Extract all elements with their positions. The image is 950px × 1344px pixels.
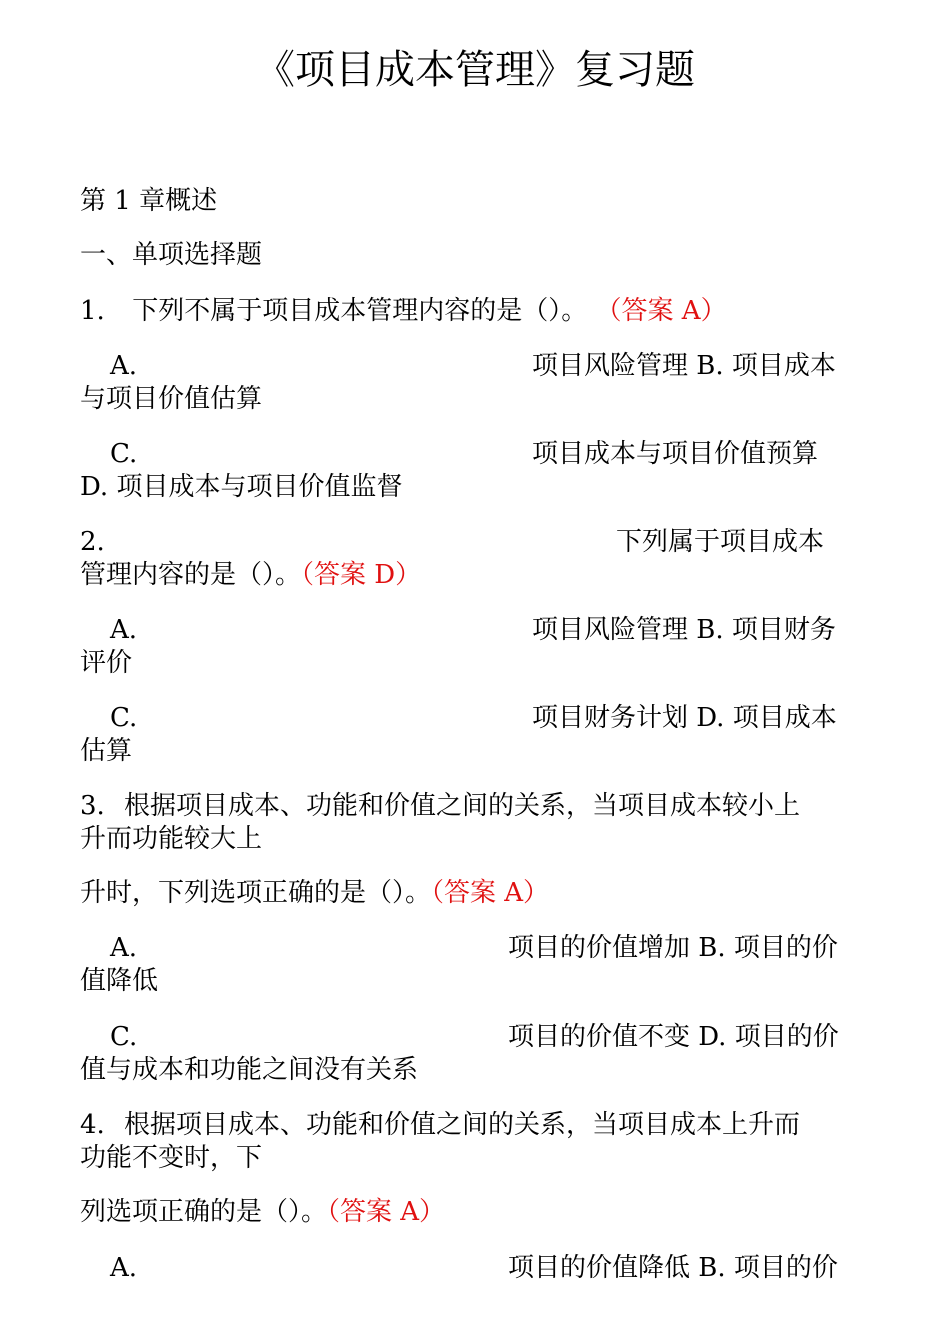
option-label-a: A. xyxy=(110,933,138,963)
option-continuation: 估算 xyxy=(80,736,133,766)
question-4 xyxy=(80,1108,800,1142)
option-text: 项目的价值增加 B. 项目的价 xyxy=(508,933,838,963)
option-text: 项目风险管理 B. 项目成本 xyxy=(532,351,836,381)
question-3 xyxy=(80,789,800,823)
question-text: 列选项正确的是（）。 xyxy=(80,1197,328,1227)
option-text: 项目的价值不变 D. 项目的价 xyxy=(508,1022,839,1052)
question-2-number: 2. xyxy=(80,527,105,557)
question-number: 1. xyxy=(80,296,105,326)
chapter-heading: 第 1 章概述 xyxy=(80,186,218,216)
question-text: 根据项目成本、功能和价值之间的关系，当项目成本较小上 xyxy=(124,791,801,821)
question-text: 根据项目成本、功能和价值之间的关系，当项目成本上升而 xyxy=(124,1110,801,1140)
option-label-a: A. xyxy=(110,1253,138,1283)
question-text: 升时，下列选项正确的是（）。 xyxy=(80,878,432,908)
option-continuation: 评价 xyxy=(80,648,133,678)
question-continuation: 升而功能较大上 xyxy=(80,824,263,854)
answer-key: （答案 A） xyxy=(431,878,550,908)
option-label-a: A. xyxy=(110,351,138,381)
option-continuation: 值与成本和功能之间没有关系 xyxy=(80,1055,419,1085)
option-label-c: C. xyxy=(110,439,138,469)
question-text: 下列属于项目成本 xyxy=(616,527,825,557)
option-continuation: D. 项目成本与项目价值监督 xyxy=(80,472,403,502)
option-continuation: 与项目价值估算 xyxy=(80,384,263,414)
question-1 xyxy=(80,294,727,328)
option-text: 项目成本与项目价值预算 xyxy=(532,439,819,469)
option-text: 项目的价值降低 B. 项目的价 xyxy=(508,1253,838,1283)
document-title: 《项目成本管理》复习题 xyxy=(255,47,695,93)
section-heading: 一、单项选择题 xyxy=(80,240,263,270)
question-number: 3. xyxy=(80,791,105,821)
question-text: 管理内容的是（）。 xyxy=(80,560,302,590)
question-number: 4. xyxy=(80,1110,105,1140)
question-2-continuation xyxy=(80,558,421,592)
option-label-a: A. xyxy=(110,615,138,645)
answer-key: （答案 A） xyxy=(327,1197,446,1227)
answer-key: （答案 A） xyxy=(595,296,727,326)
answer-key: （答案 D） xyxy=(301,560,422,590)
question-4-continuation xyxy=(80,1195,445,1229)
option-text: 项目风险管理 B. 项目财务 xyxy=(532,615,836,645)
option-text: 项目财务计划 D. 项目成本 xyxy=(532,703,837,733)
question-3-continuation xyxy=(80,876,549,910)
option-continuation: 值降低 xyxy=(80,966,159,996)
question-continuation: 功能不变时，下 xyxy=(80,1143,263,1173)
question-text: 下列不属于项目成本管理内容的是（）。 xyxy=(132,296,588,326)
option-label-c: C. xyxy=(110,703,138,733)
option-label-c: C. xyxy=(110,1022,138,1052)
